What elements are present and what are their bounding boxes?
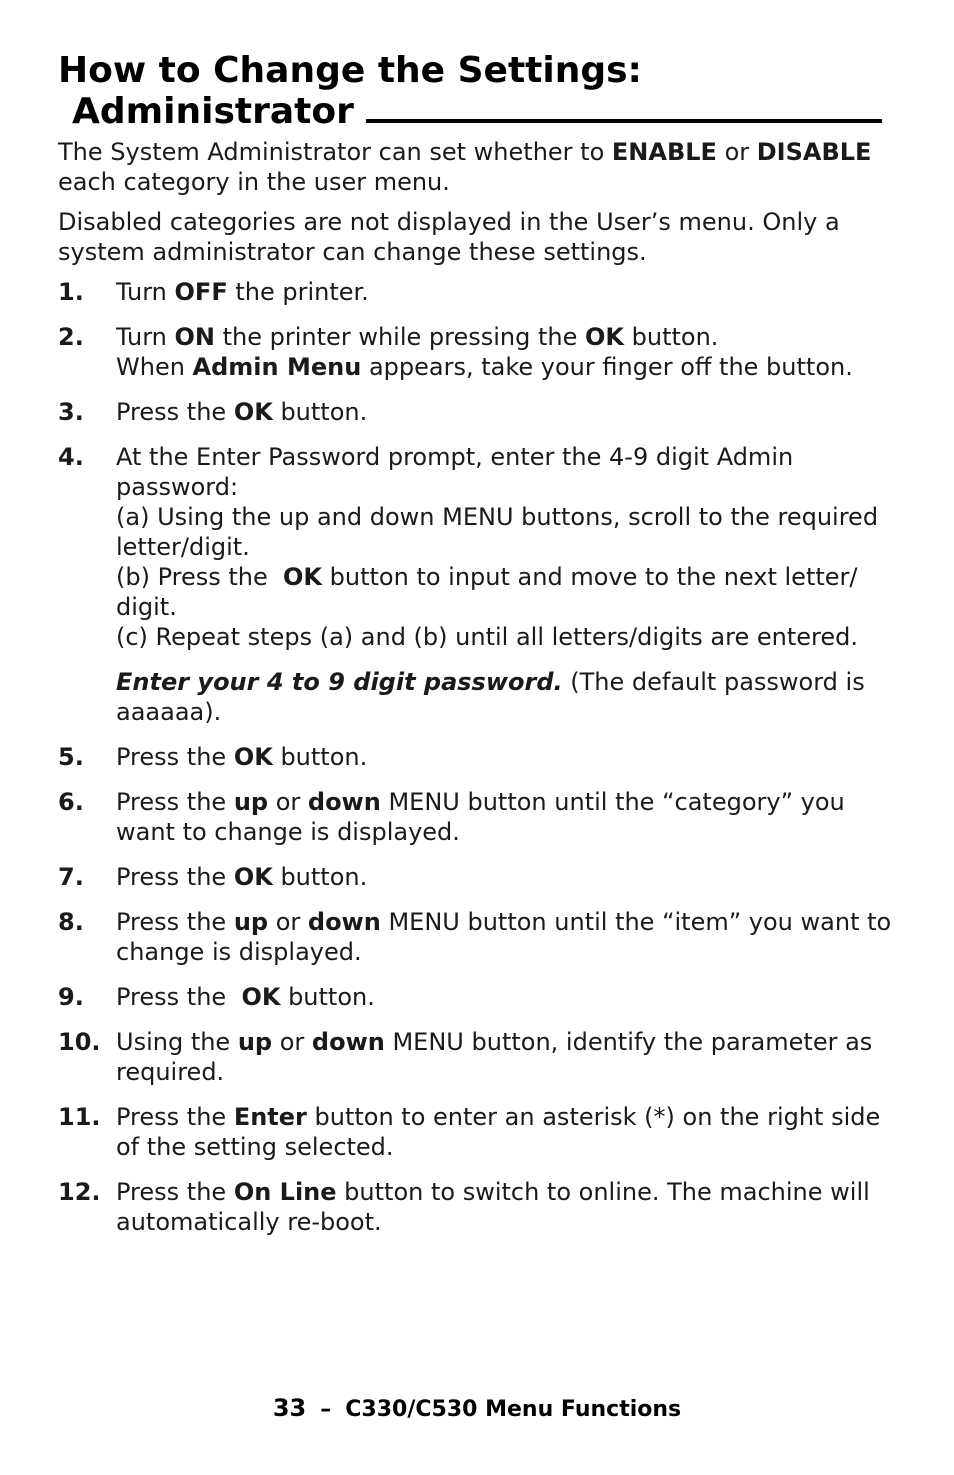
- step-text: button to switch to online. The machine will automatically re-boot.: [116, 1178, 870, 1236]
- step-text: Press the: [116, 863, 234, 891]
- disable-keyword: DISABLE: [756, 138, 872, 166]
- step-text: button.: [280, 983, 375, 1011]
- enable-keyword: ENABLE: [611, 138, 717, 166]
- footer-title: C330/C530 Menu Functions: [345, 1397, 682, 1422]
- step-keyword: Admin Menu: [192, 353, 362, 381]
- step-item: [58, 862, 903, 892]
- step-number: 11.: [58, 1103, 101, 1131]
- step-keyword: ON: [174, 323, 216, 351]
- title-line-1: How to Change the Settings:: [58, 50, 642, 91]
- step-item: [58, 982, 903, 1012]
- step-item: [58, 442, 903, 727]
- step-item: [58, 787, 903, 847]
- step-keyword: down: [311, 1028, 385, 1056]
- step-text: MENU button until the “item” you want to change is displayed.: [116, 908, 892, 966]
- step-text: or: [268, 908, 308, 936]
- step-number: 9.: [58, 983, 84, 1011]
- step-keyword: up: [233, 788, 269, 816]
- step-text: Turn: [116, 323, 175, 351]
- step-number: 12.: [58, 1178, 101, 1206]
- step-number: 4.: [58, 443, 84, 471]
- step-keyword: OK: [585, 323, 624, 351]
- step-item: [58, 277, 903, 307]
- step-text: the printer while pressing the: [215, 323, 585, 351]
- step-keyword: OK: [233, 398, 273, 426]
- step-keyword: OK: [283, 563, 323, 591]
- step-text: button.: [624, 323, 719, 351]
- step-keyword: up: [237, 1028, 273, 1056]
- password-note: [116, 667, 903, 727]
- step-item: [58, 1027, 903, 1087]
- step-text: Press the: [116, 908, 234, 936]
- intro-text: The System Administrator can set whether to: [58, 138, 612, 166]
- step-text: Press the: [116, 743, 234, 771]
- step-subline-a: (a) Using the up and down MENU buttons, scroll to the required letter/digit.: [116, 503, 879, 561]
- password-note-emphasis: Enter your 4 to 9 digit password.: [116, 668, 563, 696]
- step-number: 1.: [58, 278, 84, 306]
- step-number: 7.: [58, 863, 84, 891]
- step-keyword: Enter: [233, 1103, 307, 1131]
- step-number: 6.: [58, 788, 84, 816]
- step-text: or: [272, 1028, 312, 1056]
- intro-text: or: [716, 138, 757, 166]
- steps-list: [58, 277, 903, 1252]
- step-keyword: OFF: [174, 278, 228, 306]
- step-text: Press the: [116, 1103, 234, 1131]
- step-number: 2.: [58, 323, 84, 351]
- title-line-2-wrap: [58, 91, 903, 132]
- step-text: Press the: [116, 983, 242, 1011]
- intro-paragraph-2: Disabled categories are not displayed in the User’s menu. Only a system administrator can change these settings.: [58, 208, 840, 266]
- step-text: button.: [272, 398, 368, 426]
- step-keyword: On Line: [233, 1178, 337, 1206]
- title-rule: [366, 119, 882, 123]
- step-text: button to enter an asterisk (*) on the right side of the setting selected.: [116, 1103, 881, 1161]
- step-text: (The default password is aaaaaa).: [116, 668, 865, 726]
- step-text: Using the: [116, 1028, 238, 1056]
- footer-separator: –: [320, 1397, 332, 1422]
- intro-text: each category in the user menu.: [58, 168, 450, 196]
- step-subline-c: (c) Repeat steps (a) and (b) until all letters/digits are entered.: [116, 623, 858, 651]
- step-text: When: [116, 353, 193, 381]
- intro-paragraph-1: [58, 137, 903, 197]
- page-footer: [0, 1393, 954, 1425]
- step-item: [58, 397, 903, 427]
- step-item: [58, 322, 903, 382]
- step-text: button to input and move to the next letter/ digit.: [116, 563, 858, 621]
- step-text: At the Enter Password prompt, enter the 4-9 digit Admin password:: [116, 443, 794, 501]
- step-text: (b) Press the: [116, 563, 284, 591]
- step-text: appears, take your finger off the button.: [361, 353, 853, 381]
- step-text: Press the: [116, 1178, 234, 1206]
- step-keyword: OK: [233, 863, 273, 891]
- page-title: [58, 50, 903, 132]
- step-text: or: [268, 788, 308, 816]
- step-keyword: up: [233, 908, 269, 936]
- step-text: Press the: [116, 788, 234, 816]
- step-text: MENU button until the “category” you want to change is displayed.: [116, 788, 845, 846]
- step-text: the printer.: [227, 278, 369, 306]
- step-item: [58, 907, 903, 967]
- page-number: 33: [272, 1394, 307, 1422]
- step-text: button.: [272, 743, 368, 771]
- step-number: 5.: [58, 743, 84, 771]
- step-item: [58, 1177, 903, 1237]
- step-keyword: OK: [241, 983, 281, 1011]
- step-keyword: down: [307, 908, 381, 936]
- step-keyword: down: [307, 788, 381, 816]
- step-keyword: OK: [233, 743, 273, 771]
- step-item: [58, 742, 903, 772]
- title-line-2: Administrator: [72, 91, 354, 132]
- step-number: 8.: [58, 908, 84, 936]
- step-item: [58, 1102, 903, 1162]
- intro-section: [58, 137, 903, 277]
- step-text: button.: [272, 863, 368, 891]
- step-number: 10.: [58, 1028, 101, 1056]
- step-text: Press the: [116, 398, 234, 426]
- step-number: 3.: [58, 398, 84, 426]
- step-text: Turn: [116, 278, 175, 306]
- step-subline: [116, 352, 903, 382]
- step-text: MENU button, identify the parameter as required.: [116, 1028, 873, 1086]
- step-subline-b: [116, 562, 903, 622]
